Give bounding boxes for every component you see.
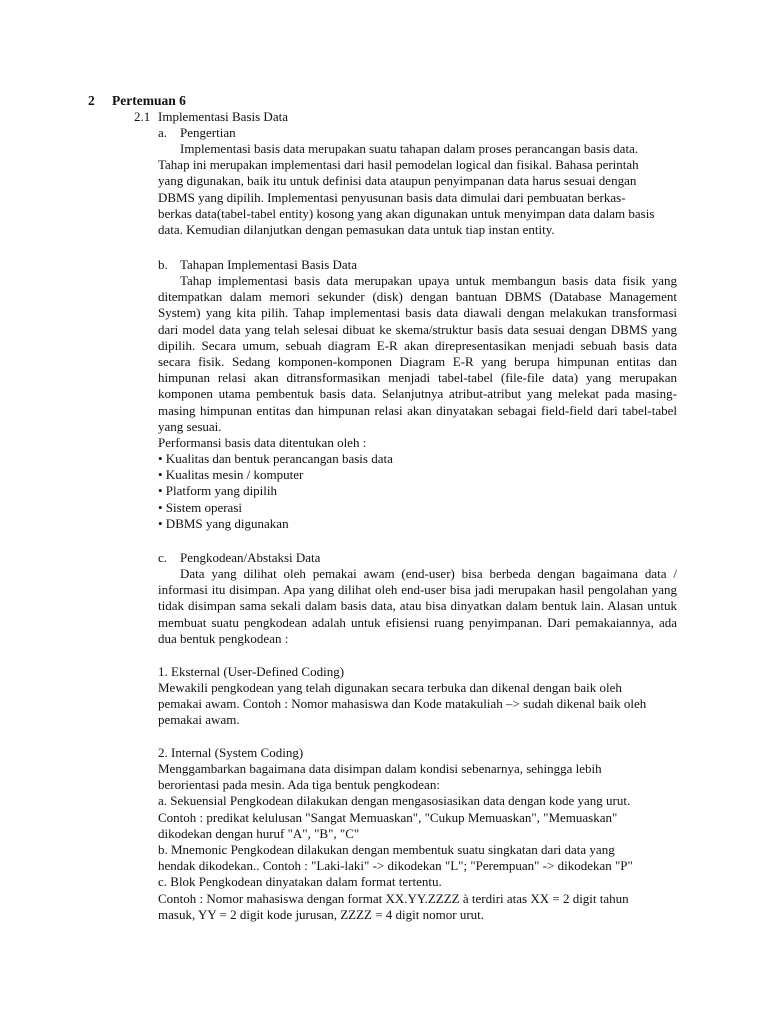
subsection-b-heading [158,257,357,273]
list-item: • Platform yang dipilih [158,483,278,499]
internal-line: berorientasi pada mesin. Ada tiga bentuk pengkodean: [158,777,440,793]
performance-intro: Performansi basis data ditentukan oleh : [158,435,367,450]
subsection-a-mark: a. [158,125,168,140]
chapter-number: 2 [88,93,95,108]
performance-list [158,451,677,532]
subsection-a-paragraph: Implementasi basis data merupakan suatu tahapan dalam proses perancangan basis data. Tahap ini merupakan implementasi dari hasil pemodelan logical dan fisikal. Bahasa perintah yang digunakan, baik itu untuk definisi data ataupun penyimpanan data harus sesuai dengan DBMS yang dipilih. Implementasi penyusunan basis data dimulai dari pembuatan berkas-berkas data(tabel-tabel entity) kosong yang akan digunakan untuk menyimpan data dalam basis data. Kemudian dilanjutkan dengan pemasukan data untuk tiap instan entity. [158,141,655,238]
subsection-c-paragraph: Data yang dilihat oleh pemakai awam (end-user) bisa berbeda dengan bagaimana data / informasi itu disimpan. Apa yang dilihat oleh end-user bisa jadi merupakan hasil pengolahan yang tidak disimpan sama sekali dalam basis data, atau bisa dinyatkan dalam bentuk lain. Alasan untuk membuat suatu pengkodean adalah untuk efisiensi ruang penyimpanan. Dari pemakaiannya, ada dua bentuk pengkodean : [158,566,677,646]
list-item: • Kualitas mesin / komputer [158,467,304,483]
subsection-c-title: Pengkodean/Abstaksi Data [180,550,321,565]
section-number: 2.1 [134,109,151,124]
internal-line: Contoh : predikat kelulusan "Sangat Memuaskan", "Cukup Memuaskan", "Memuaskan" [158,809,618,825]
list-item: • Sistem operasi [158,499,242,515]
section-title: Implementasi Basis Data [158,109,288,124]
internal-line: Contoh : Nomor mahasiswa dengan format XX.YY.ZZZZ à terdiri atas XX = 2 digit tahun [158,890,629,906]
internal-line: dikodekan dengan huruf "A", "B", "C" [158,825,360,841]
subsection-b-mark: b. [158,257,168,272]
list-item: • Kualitas dan bentuk perancangan basis data [158,451,393,466]
internal-line: a. Sekuensial Pengkodean dilakukan dengan mengasosiasikan data dengan kode yang urut. [158,793,631,809]
external-paragraph: Mewakili pengkodean yang telah digunakan secara terbuka dan dikenal dengan baik oleh pemakai awam. Contoh : Nomor mahasiswa dan Kode matakuliah –> sudah dikenal baik oleh pemakai awam. [158,680,647,728]
subsection-a-heading [158,125,236,141]
internal-body [158,761,718,923]
subsection-c-heading [158,550,320,566]
subsection-b-paragraph: Tahap implementasi basis data merupakan upaya untuk membangun basis data fisik yang ditempatkan dalam memori sekunder (disk) dengan bantuan DBMS (Database Management System) yang kita pilih. Tahap implementasi basis data diawali dengan melakukan transformasi dari model data yang telah selesai dibuat ke skema/struktur basis data sesuai dengan DBMS yang dipilih. Secara umum, sebuah diagram E-R akan direpresentasikan menjadi sebuah basis data secara fisik. Sedang komponen-komponen Diagram E-R yang berupa himpunan entitas dan himpunan relasi akan ditransformasikan menjadi tabel-tabel (file-file data) yang merupakan komponen utama pembentuk basis data. Selanjutnya atribut-atribut yang melekat pada masing-masing himpunan entitas dan himpunan relasi akan dinyatakan sebagai field-field dari tabel-tabel yang sesuai. [158,273,677,434]
subsection-c-mark: c. [158,550,168,565]
section-heading [134,109,288,125]
internal-heading: 2. Internal (System Coding) [158,745,304,760]
internal-line: c. Blok Pengkodean dinyatakan dalam format tertentu. [158,874,442,890]
chapter-heading [88,93,186,109]
list-item: • DBMS yang digunakan [158,515,289,531]
external-heading: 1. Eksternal (User-Defined Coding) [158,664,345,679]
internal-line: Menggambarkan bagaimana data disimpan dalam kondisi sebenarnya, sehingga lebih [158,761,602,776]
internal-line: b. Mnemonic Pengkodean dilakukan dengan membentuk suatu singkatan dari data yang [158,842,615,858]
subsection-a-title: Pengertian [180,125,236,140]
internal-line: hendak dikodekan.. Contoh : "Laki-laki" -> dikodekan "L"; "Perempuan" -> dikodekan "P" [158,858,633,874]
subsection-b-title: Tahapan Implementasi Basis Data [180,257,358,272]
internal-line: masuk, YY = 2 digit kode jurusan, ZZZZ = 4 digit nomor urut. [158,906,485,922]
chapter-title: Pertemuan 6 [112,93,186,108]
